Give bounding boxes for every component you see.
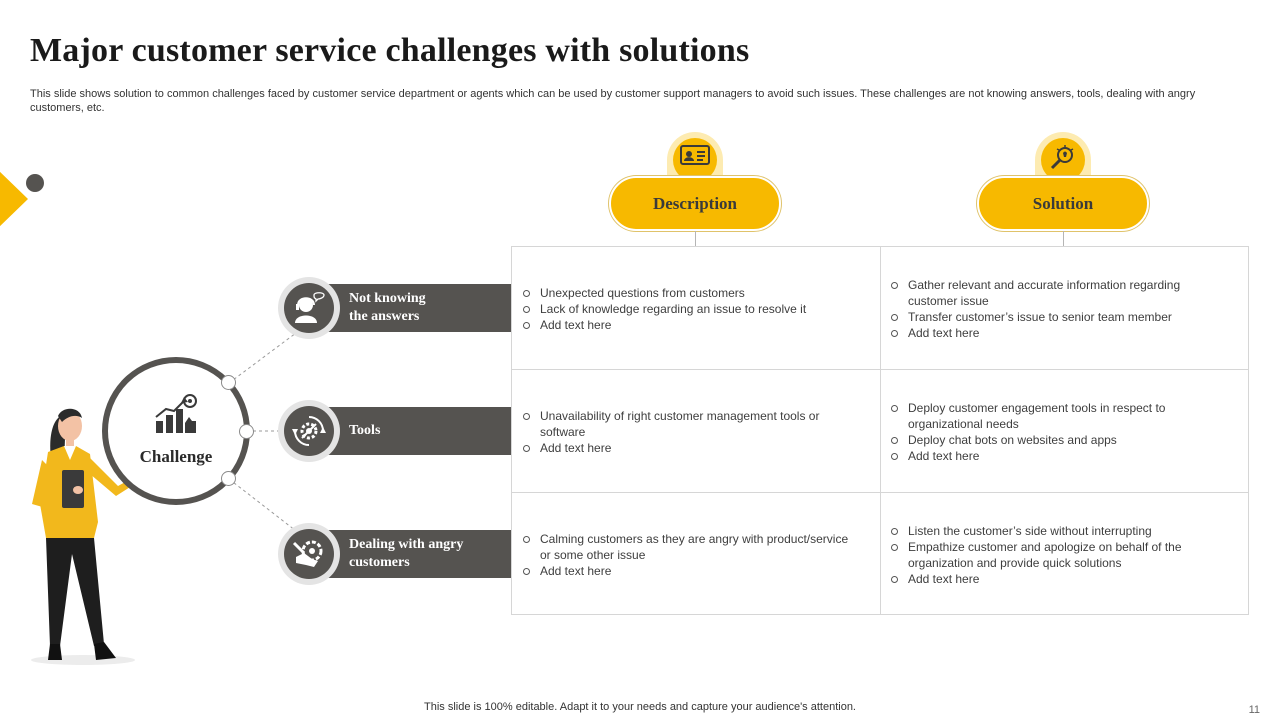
column-header-solution: Solution bbox=[977, 176, 1149, 231]
page-number: 11 bbox=[1248, 704, 1260, 716]
challenge-bar-not-knowing bbox=[318, 284, 512, 332]
slide-subtitle: This slide shows solution to common challenges faced by customer service department or agents which can be used by customer support managers to avoid such issues. These challenges are not knowing answers, tools, dealing with angry customers, etc. bbox=[30, 88, 1196, 114]
connector-node bbox=[221, 375, 236, 390]
list-item: Add text here bbox=[522, 563, 862, 579]
list-item: Add text here bbox=[890, 448, 1230, 464]
solution-cell bbox=[880, 247, 1248, 370]
list-item: Empathize customer and apologize on behalf of the organization and provide quick solutions bbox=[890, 539, 1230, 571]
solution-icon-badge bbox=[1035, 132, 1091, 180]
list-item: Deploy chat bots on websites and apps bbox=[890, 432, 1230, 448]
challenge-label: Dealing with angry customers bbox=[349, 537, 464, 570]
connector-node bbox=[239, 424, 254, 439]
list-item: Add text here bbox=[890, 325, 1230, 341]
description-icon-badge bbox=[667, 132, 723, 180]
list-item: Add text here bbox=[522, 440, 862, 456]
column-stem bbox=[695, 231, 696, 247]
list-item: Lack of knowledge regarding an issue to resolve it bbox=[522, 301, 806, 317]
list-item: Unexpected questions from customers bbox=[522, 285, 806, 301]
chart-growth-icon bbox=[154, 393, 198, 435]
description-cell bbox=[512, 247, 880, 370]
column-header-description: Description bbox=[609, 176, 781, 231]
list-item: Gather relevant and accurate information regarding customer issue bbox=[890, 277, 1230, 309]
list-item: Listen the customer’s side without interrupting bbox=[890, 523, 1230, 539]
challenge-icon-circle bbox=[278, 277, 340, 339]
solution-cell bbox=[880, 493, 1248, 616]
solution-cell bbox=[880, 370, 1248, 493]
id-card-icon bbox=[680, 145, 710, 167]
list-item: Calming customers as they are angry with product/service or some other issue bbox=[522, 531, 862, 563]
column-stem bbox=[1063, 231, 1064, 247]
list-item: Deploy customer engagement tools in respect to organizational needs bbox=[890, 400, 1230, 432]
connector-node bbox=[221, 471, 236, 486]
list-item: Add text here bbox=[522, 317, 806, 333]
magnifier-bulb-icon bbox=[1050, 145, 1076, 171]
challenge-icon-circle bbox=[278, 400, 340, 462]
description-cell bbox=[512, 493, 880, 616]
hub-label: Challenge bbox=[139, 447, 213, 466]
handshake-gear-icon bbox=[292, 537, 326, 571]
challenge-label: Not knowing the answers bbox=[349, 291, 426, 324]
challenge-icon-circle bbox=[278, 523, 340, 585]
challenge-bar-angry-customers bbox=[318, 530, 512, 578]
agent-headset-icon bbox=[292, 291, 326, 325]
challenge-label: Tools bbox=[349, 423, 381, 438]
list-item: Add text here bbox=[890, 571, 1230, 587]
list-item: Unavailability of right customer management tools or software bbox=[522, 408, 862, 440]
slide-title: Major customer service challenges with solutions bbox=[30, 32, 750, 69]
challenge-table bbox=[511, 246, 1249, 615]
description-cell bbox=[512, 370, 880, 493]
slide-footer: This slide is 100% editable. Adapt it to your needs and capture your audience's attention. bbox=[424, 701, 856, 713]
list-item: Transfer customer’s issue to senior team member bbox=[890, 309, 1230, 325]
gear-tools-icon bbox=[292, 414, 326, 448]
challenge-bar-tools bbox=[318, 407, 512, 455]
